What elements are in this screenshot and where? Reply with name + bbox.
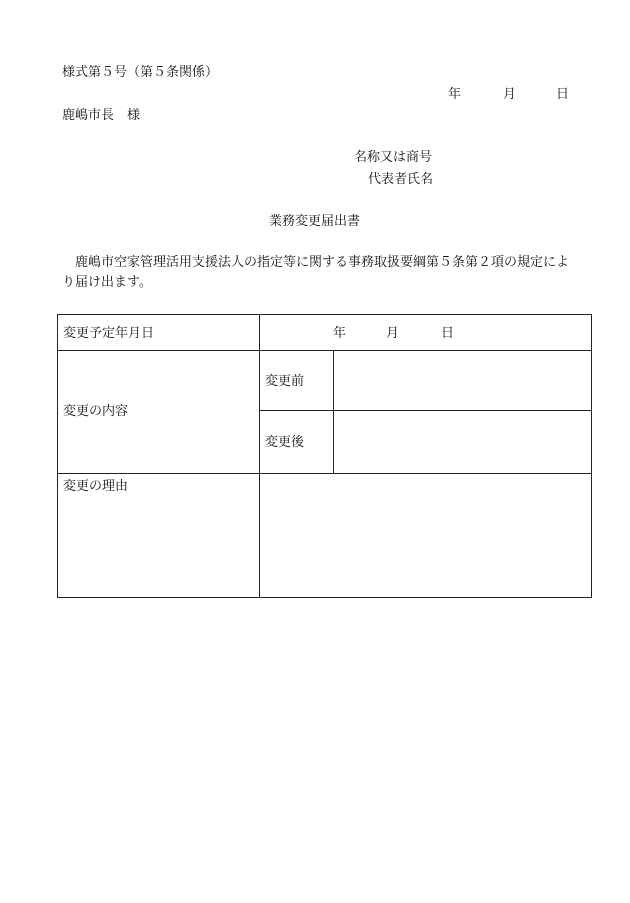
form-number: 様式第５号（第５条関係） — [62, 65, 219, 80]
column-divider — [333, 350, 334, 473]
body-text: 鹿嶋市空家管理活用支援法人の指定等に関する事務取扱要綱第５条第２項の規定により届け出ます。 — [62, 255, 570, 290]
after-change-label: 変更後 — [265, 435, 305, 450]
change-notification-table — [57, 314, 592, 598]
column-divider — [259, 315, 260, 597]
change-reason-label: 変更の理由 — [63, 479, 129, 494]
date-month-label: 月 — [503, 87, 517, 102]
row-divider — [259, 410, 591, 411]
scheduled-date-year[interactable]: 年 — [333, 326, 347, 341]
applicant-name-label: 名称又は商号 — [354, 150, 433, 165]
row-divider — [58, 350, 591, 351]
row-divider — [58, 473, 591, 474]
change-content-label: 変更の内容 — [63, 404, 129, 419]
scheduled-date-month[interactable]: 月 — [386, 326, 400, 341]
document-title: 業務変更届出書 — [269, 214, 361, 229]
scheduled-date-label: 変更予定年月日 — [63, 326, 155, 341]
representative-name-label: 代表者氏名 — [368, 172, 434, 187]
addressee: 鹿嶋市長 様 — [62, 108, 141, 123]
date-day-label: 日 — [556, 87, 570, 102]
scheduled-date-day[interactable]: 日 — [441, 326, 455, 341]
date-year-label: 年 — [448, 87, 462, 102]
before-change-label: 変更前 — [265, 374, 305, 389]
